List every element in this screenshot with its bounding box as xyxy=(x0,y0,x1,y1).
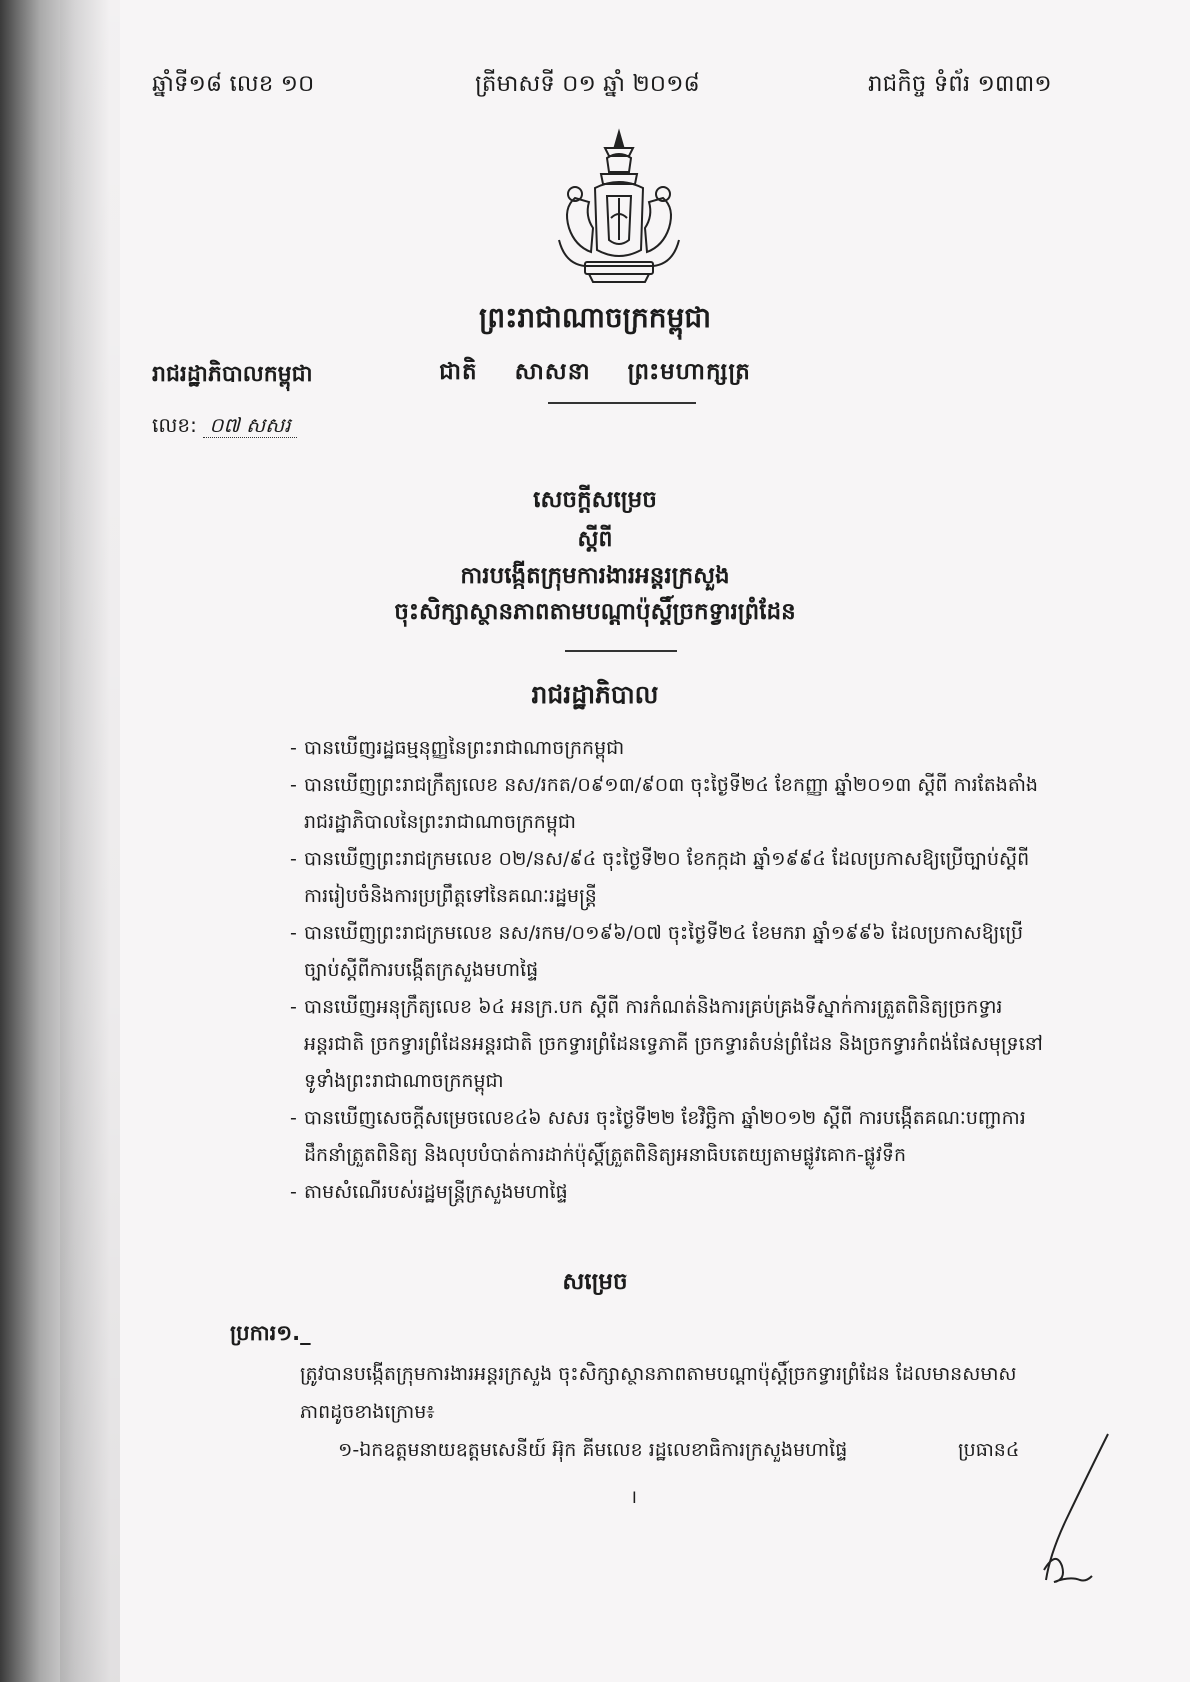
decision-heading: សម្រេច xyxy=(562,1269,628,1295)
gazette-quarter: ត្រីមាសទី ០១ ឆ្នាំ ២០១៨ xyxy=(475,71,700,97)
page-number: I xyxy=(632,1488,637,1507)
gazette-page: រាជកិច្ច ទំព័រ ១៣៣១ xyxy=(868,71,1052,97)
reference-number-label: លេខ: xyxy=(152,413,197,437)
kingdom-title: ព្រះរាជាណាចក្រកម្ពុជា xyxy=(478,301,711,334)
list-item: - បានឃើញព្រះរាជក្រមលេខ នស/រកម/០១៩៦/០៧ ចុះថ្ងៃទី២៤ ខែមករា ឆ្នាំ១៩៩៦ ដែលប្រកាសឱ្យប្រើច្បាប់ស្ដីពីការបង្កើតក្រសួងមហាផ្ទៃ xyxy=(290,915,1045,989)
list-item: - បានឃើញអនុក្រឹត្យលេខ ៦៤ អនក្រ.បក ស្ដីពី ការកំណត់និងការគ្រប់គ្រងទីស្នាក់ការត្រួតពិនិត្យច្រកទ្វារអន្តរជាតិ ច្រកទ្វារព្រំដែនអន្តរជាតិ ច្រកទ្វារព្រំដែនទ្វេភាគី ច្រកទ្វារតំបន់ព្រំដែន និងច្រកទ្វារកំពង់ផែសមុទ្រនៅទូទាំងព្រះរាជាណាចក្រកម្ពុជា xyxy=(290,989,1045,1100)
list-item: - បានឃើញព្រះរាជក្រមលេខ ០២/នស/៩៤ ចុះថ្ងៃទី២០ ខែកក្កដា ឆ្នាំ១៩៩៤ ដែលប្រកាសឱ្យប្រើច្បាប់ស្ដីពីការរៀបចំនិងការប្រព្រឹត្តទៅនៃគណៈរដ្ឋមន្ត្រី xyxy=(290,841,1045,915)
member-1-role: ប្រធាន៤ xyxy=(958,1439,1020,1461)
signature-initial-icon xyxy=(1020,1430,1110,1590)
motto-king: ព្រះមហាក្សត្រ xyxy=(627,359,751,385)
list-item: - បានឃើញរដ្ឋធម្មនុញ្ញនៃព្រះរាជាណាចក្រកម្ពុជា xyxy=(290,730,1045,767)
government-heading: រាជរដ្ឋាភិបាល xyxy=(531,680,659,709)
issuer-name: រាជរដ្ឋាភិបាលកម្ពុជា xyxy=(152,362,313,387)
reference-number xyxy=(152,412,297,442)
list-item: - តាមសំណើរបស់រដ្ឋមន្ត្រីក្រសួងមហាផ្ទៃ xyxy=(290,1174,1045,1211)
list-item: - បានឃើញព្រះរាជក្រឹត្យលេខ នស/រកត/០៩១៣/៩០៣ ចុះថ្ងៃទី២៤ ខែកញ្ញា ឆ្នាំ២០១៣ ស្ដីពី ការតែងតាំងរាជរដ្ឋាភិបាលនៃព្រះរាជាណាចក្រកម្ពុជា xyxy=(290,767,1045,841)
document-type: សេចក្ដីសម្រេច xyxy=(533,487,657,513)
gazette-year-issue: ឆ្នាំទី១៨ លេខ ១០ xyxy=(152,71,315,97)
article-1-label: ប្រការ១._ xyxy=(230,1321,311,1345)
scan-shadow-gradient xyxy=(60,0,120,1682)
ornament-divider xyxy=(548,402,696,404)
document-subject-line-2: ចុះសិក្សាស្ថានភាពតាមបណ្ដាប៉ុស្ដិ៍ច្រកទ្វារព្រំដែន xyxy=(394,599,796,625)
motto-religion: សាសនា xyxy=(514,359,591,385)
ornament-divider xyxy=(565,650,677,652)
royal-coat-of-arms-icon xyxy=(545,128,693,286)
list-item: - បានឃើញសេចក្ដីសម្រេចលេខ៤៦ សសរ ចុះថ្ងៃទី២២ ខែវិច្ឆិកា ឆ្នាំ២០១២ ស្ដីពី ការបង្កើតគណៈបញ្ជាការដឹកនាំត្រួតពិនិត្យ និងលុបបំបាត់ការដាក់ប៉ុស្ដិ៍ត្រួតពិនិត្យអនាធិបតេយ្យតាមផ្លូវគោក-ផ្លូវទឹក xyxy=(290,1100,1045,1174)
motto-nation: ជាតិ xyxy=(439,359,478,385)
document-about: ស្ដីពី xyxy=(577,527,613,552)
document-subject-line-1: ការបង្កើតក្រុមការងារអន្តរក្រសួង xyxy=(460,563,730,589)
member-1: ១-ឯកឧត្តមនាយឧត្តមសេនីយ៍ អ៊ុក គីមលេខ រដ្ឋលេខាធិការក្រសួងមហាផ្ទៃ xyxy=(338,1439,848,1461)
article-1-text: ត្រូវបានបង្កើតក្រុមការងារអន្តរក្រសួង ចុះសិក្សាស្ថានភាពតាមបណ្ដាប៉ុស្ដិ៍ច្រកទ្វារព្រំដែន ដែលមានសមាសភាពដូចខាងក្រោម៖ xyxy=(300,1363,1017,1423)
considerations-list xyxy=(290,730,1045,1211)
reference-number-value: ០៧ សសរ xyxy=(203,413,296,438)
